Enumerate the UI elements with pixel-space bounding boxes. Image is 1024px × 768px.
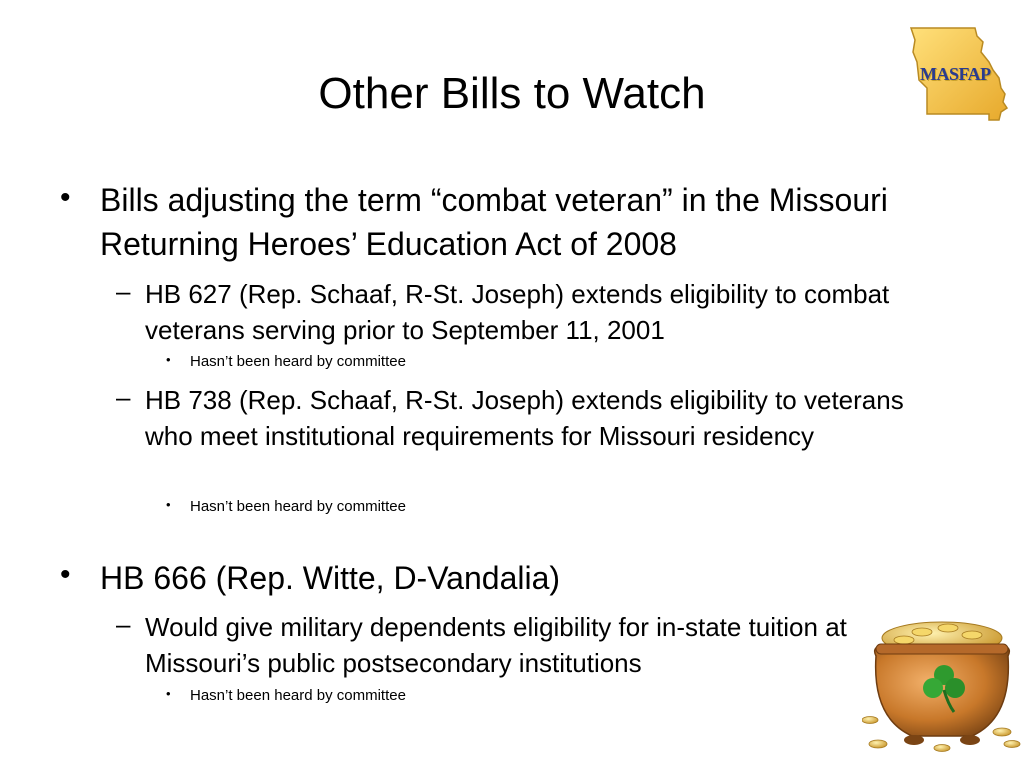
list-item-l2: HB 627 (Rep. Schaaf, R-St. Joseph) extends eligibility to combat veterans serving prior to September 11, 2001: [145, 279, 890, 345]
list-item-l1: HB 666 (Rep. Witte, D-Vandalia): [100, 560, 561, 596]
bullet-l3: •: [166, 497, 171, 512]
list-item-l3: Hasn’t been heard by committee: [190, 353, 406, 370]
logo-text: MASFAP: [920, 64, 991, 84]
bullet-l2: –: [116, 609, 131, 639]
pot-of-gold-clover-icon: [862, 608, 1022, 758]
bullet-l3: •: [166, 352, 171, 367]
list-item-l2: HB 738 (Rep. Schaaf, R-St. Joseph) extends eligibility to veterans who meet institutional requirements for Missouri residency: [145, 385, 904, 451]
list-item-l3: Hasn’t been heard by committee: [190, 687, 406, 704]
bullet-l1: •: [60, 181, 71, 214]
masfap-logo: [905, 22, 1017, 130]
list-item-l1: Bills adjusting the term “combat veteran” in the Missouri Returning Heroes’ Education Act of 2008: [100, 182, 888, 262]
bullet-l2: –: [116, 276, 131, 306]
bullet-l2: –: [116, 382, 131, 412]
list-item-l3: Hasn’t been heard by committee: [190, 498, 406, 515]
slide-title: Other Bills to Watch: [318, 69, 706, 118]
bullet-l1: •: [60, 558, 71, 591]
list-item-l2: Would give military dependents eligibility for in-state tuition at Missouri’s public postsecondary institutions: [145, 612, 847, 678]
bullet-l3: •: [166, 686, 171, 701]
